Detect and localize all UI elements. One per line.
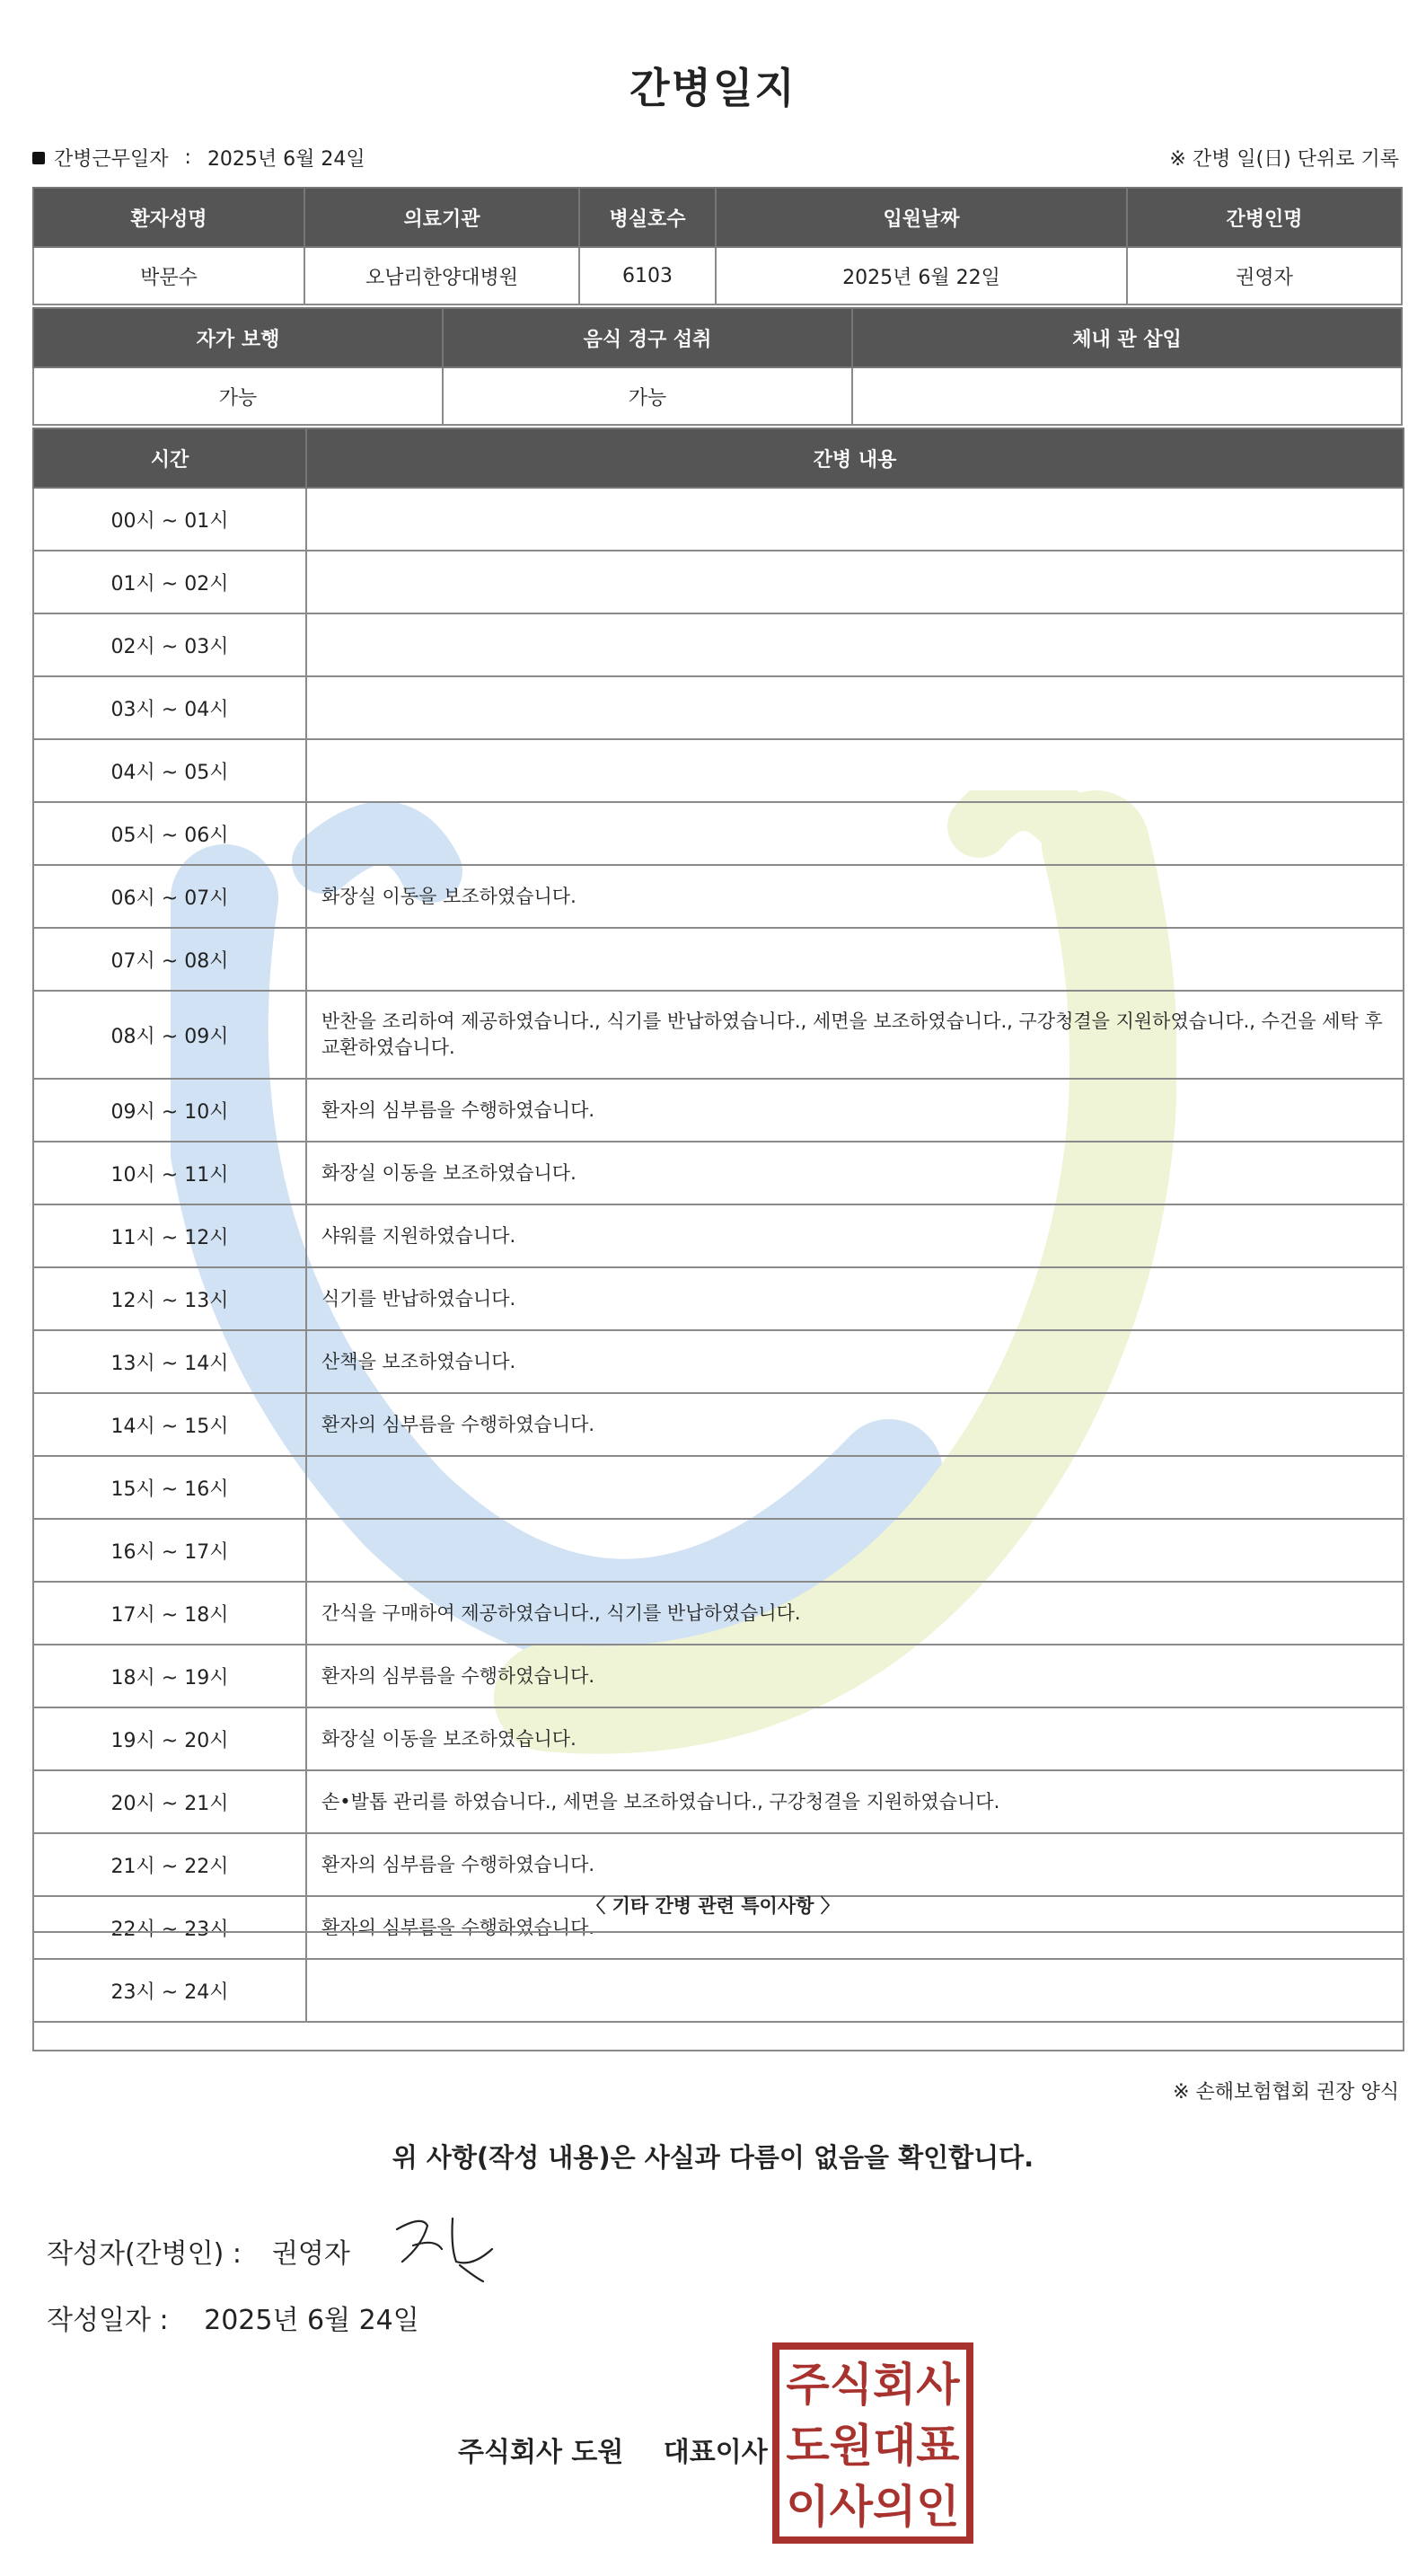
table-row xyxy=(33,991,1404,1079)
work-date-label: 간병근무일자 xyxy=(54,148,169,171)
table-row xyxy=(33,1330,1404,1393)
table-row xyxy=(33,1204,1404,1267)
walking-value: 가능 xyxy=(33,367,443,425)
table-row xyxy=(33,1582,1404,1645)
time-cell: 10시 ~ 11시 xyxy=(33,1142,306,1204)
content-cell xyxy=(306,928,1404,991)
company-name: 주식회사 도원 xyxy=(458,2437,624,2468)
writer-name: 권영자 xyxy=(271,2238,350,2270)
time-cell: 15시 ~ 16시 xyxy=(33,1456,306,1519)
table-row xyxy=(33,1519,1404,1582)
table-row xyxy=(33,1393,1404,1456)
time-cell: 13시 ~ 14시 xyxy=(33,1330,306,1393)
header-time: 시간 xyxy=(33,428,306,488)
header-caregiver: 간병인명 xyxy=(1127,188,1402,247)
content-cell xyxy=(306,551,1404,613)
insurer-note: ※ 손해보험협회 권장 양식 xyxy=(1173,2081,1399,2104)
time-cell: 09시 ~ 10시 xyxy=(33,1079,306,1142)
time-cell: 17시 ~ 18시 xyxy=(33,1582,306,1645)
header-oral-intake: 음식 경구 섭취 xyxy=(443,308,852,367)
time-cell: 08시 ~ 09시 xyxy=(33,991,306,1079)
time-cell: 00시 ~ 01시 xyxy=(33,488,306,551)
time-cell: 18시 ~ 19시 xyxy=(33,1645,306,1707)
room-number: 6103 xyxy=(579,247,716,304)
header-tube: 체내 관 삽입 xyxy=(852,308,1402,367)
table-row xyxy=(33,1770,1404,1833)
table-row xyxy=(33,676,1404,739)
content-cell: 환자의 심부름을 수행하였습니다. xyxy=(306,1833,1404,1896)
table-row xyxy=(33,1833,1404,1896)
time-cell: 02시 ~ 03시 xyxy=(33,613,306,676)
patient-name: 박문수 xyxy=(33,247,304,304)
time-cell: 22시 ~ 23시 xyxy=(33,1896,306,1959)
written-date-row xyxy=(47,2298,419,2337)
time-cell: 19시 ~ 20시 xyxy=(33,1707,306,1770)
content-cell: 산책을 보조하였습니다. xyxy=(306,1330,1404,1393)
time-cell: 11시 ~ 12시 xyxy=(33,1204,306,1267)
content-cell: 환자의 심부름을 수행하였습니다. xyxy=(306,1645,1404,1707)
table-row xyxy=(33,613,1404,676)
time-cell: 20시 ~ 21시 xyxy=(33,1770,306,1833)
content-cell: 반찬을 조리하여 제공하였습니다., 식기를 반납하였습니다., 세면을 보조하였습니다., 구강청결을 지원하였습니다., 수건을 세탁 후 교환하였습니다. xyxy=(306,991,1404,1079)
content-cell xyxy=(306,676,1404,739)
written-date-value: 2025년 6월 24일 xyxy=(204,2305,419,2336)
institution: 오남리한양대병원 xyxy=(304,247,579,304)
content-cell: 식기를 반납하였습니다. xyxy=(306,1267,1404,1330)
time-cell: 04시 ~ 05시 xyxy=(33,739,306,802)
table-row xyxy=(33,1142,1404,1204)
company-seal-icon xyxy=(770,2341,975,2545)
notes-box xyxy=(32,1931,1404,2051)
notes-title: 〈 기타 간병 관련 특이사항 〉 xyxy=(586,1895,840,1917)
content-cell: 환자의 심부름을 수행하였습니다. xyxy=(306,1896,1404,1959)
written-date-label: 작성일자 : xyxy=(47,2305,169,2336)
content-cell: 간식을 구매하여 제공하였습니다., 식기를 반납하였습니다. xyxy=(306,1582,1404,1645)
table-row xyxy=(33,739,1404,802)
time-cell: 05시 ~ 06시 xyxy=(33,802,306,865)
header-patient-name: 환자성명 xyxy=(33,188,304,247)
oral-intake-value: 가능 xyxy=(443,367,852,425)
time-cell: 07시 ~ 08시 xyxy=(33,928,306,991)
time-cell: 01시 ~ 02시 xyxy=(33,551,306,613)
svg-text:도원대표: 도원대표 xyxy=(786,2420,960,2472)
content-cell: 화장실 이동을 보조하였습니다. xyxy=(306,1707,1404,1770)
content-cell: 화장실 이동을 보조하였습니다. xyxy=(306,865,1404,928)
table-row xyxy=(33,488,1404,551)
time-cell: 12시 ~ 13시 xyxy=(33,1267,306,1330)
table-row xyxy=(33,551,1404,613)
company-row xyxy=(458,2430,768,2469)
content-cell xyxy=(306,1519,1404,1582)
caregiver-name: 권영자 xyxy=(1127,247,1402,304)
work-date-row xyxy=(32,144,365,172)
writer-label: 작성자(간병인) : xyxy=(47,2238,242,2270)
time-cell: 14시 ~ 15시 xyxy=(33,1393,306,1456)
content-cell xyxy=(306,613,1404,676)
content-cell: 환자의 심부름을 수행하였습니다. xyxy=(306,1079,1404,1142)
time-cell: 21시 ~ 22시 xyxy=(33,1833,306,1896)
content-cell xyxy=(306,739,1404,802)
content-cell: 환자의 심부름을 수행하였습니다. xyxy=(306,1393,1404,1456)
svg-text:이사의인: 이사의인 xyxy=(786,2481,960,2533)
content-cell: 손•발톱 관리를 하였습니다., 세면을 보조하였습니다., 구강청결을 지원하였습니다. xyxy=(306,1770,1404,1833)
content-cell xyxy=(306,488,1404,551)
table-row xyxy=(33,1707,1404,1770)
header-care-content: 간병 내용 xyxy=(306,428,1404,488)
svg-text:주식회사: 주식회사 xyxy=(786,2359,960,2411)
signature-icon xyxy=(386,2202,512,2283)
content-cell: 화장실 이동을 보조하였습니다. xyxy=(306,1142,1404,1204)
page-title: 간병일지 xyxy=(629,64,797,112)
content-cell xyxy=(306,802,1404,865)
patient-info-table xyxy=(32,187,1403,305)
time-cell: 06시 ~ 07시 xyxy=(33,865,306,928)
table-row xyxy=(33,1645,1404,1707)
bullet-square-icon xyxy=(32,152,45,164)
table-row xyxy=(33,928,1404,991)
separator: : xyxy=(184,146,191,169)
time-cell: 23시 ~ 24시 xyxy=(33,1959,306,2022)
table-row xyxy=(33,865,1404,928)
care-log-table xyxy=(32,428,1404,2023)
record-unit-note: ※ 간병 일(日) 단위로 기록 xyxy=(1169,148,1399,171)
table-row xyxy=(33,1079,1404,1142)
admission-date: 2025년 6월 22일 xyxy=(716,247,1127,304)
header-walking: 자가 보행 xyxy=(33,308,443,367)
table-row xyxy=(33,1456,1404,1519)
header-room: 병실호수 xyxy=(579,188,716,247)
header-institution: 의료기관 xyxy=(304,188,579,247)
work-date-value: 2025년 6월 24일 xyxy=(207,148,365,171)
confirmation-statement: 위 사항(작성 내용)은 사실과 다름이 없음을 확인합니다. xyxy=(392,2142,1034,2173)
content-cell: 샤워를 지원하였습니다. xyxy=(306,1204,1404,1267)
table-row xyxy=(33,1267,1404,1330)
header-admission-date: 입원날짜 xyxy=(716,188,1127,247)
time-cell: 16시 ~ 17시 xyxy=(33,1519,306,1582)
time-cell: 03시 ~ 04시 xyxy=(33,676,306,739)
tube-value xyxy=(852,367,1402,425)
writer-row xyxy=(47,2231,350,2271)
company-role: 대표이사 xyxy=(663,2437,768,2468)
patient-status-table xyxy=(32,307,1403,426)
table-row xyxy=(33,802,1404,865)
content-cell xyxy=(306,1456,1404,1519)
